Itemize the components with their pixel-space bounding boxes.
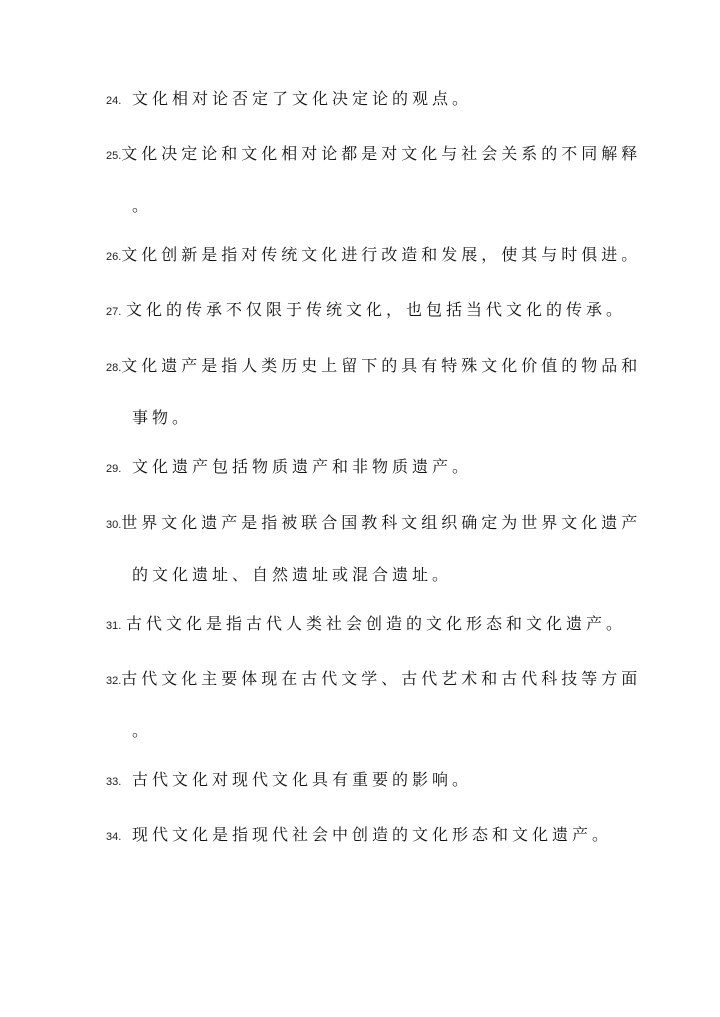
item-number: 29.	[106, 463, 122, 475]
item-text-continuation: 。	[132, 196, 153, 215]
item-text: 现代文化是指现代社会中创造的文化形态和文化遗产。	[132, 825, 613, 844]
list-item	[106, 128, 642, 232]
item-number: 24.	[106, 95, 122, 107]
item-number: 25.	[106, 150, 122, 162]
item-number: 26.	[106, 251, 122, 263]
list-item	[106, 441, 626, 493]
list-item	[106, 598, 626, 650]
item-number: 33.	[106, 776, 122, 788]
item-text: 文化决定论和文化相对论都是对文化与社会关系的不同解释	[121, 144, 642, 163]
item-text: 古代文化主要体现在古代文学、古代艺术和古代科技等方面	[121, 669, 642, 688]
item-text: 文化的传承不仅限于传统文化，也包括当代文化的传承。	[125, 300, 626, 319]
list-item	[106, 340, 642, 444]
list-item	[106, 809, 626, 861]
item-number: 28.	[106, 362, 122, 374]
list-item	[106, 229, 642, 281]
item-text: 古代文化是指古代人类社会创造的文化形态和文化遗产。	[125, 614, 626, 633]
list-item	[106, 653, 642, 757]
item-number: 31.	[106, 620, 122, 632]
list-item	[106, 284, 626, 336]
item-text: 文化创新是指对传统文化进行改造和发展，使其与时俱进。	[121, 245, 642, 264]
item-number: 27.	[106, 306, 122, 318]
item-number: 34.	[106, 831, 122, 843]
list-item	[106, 754, 626, 806]
item-text-continuation: 的文化遗址、自然遗址或混合遗址。	[132, 565, 453, 584]
item-text: 文化遗产包括物质遗产和非物质遗产。	[132, 457, 473, 476]
item-text: 古代文化对现代文化具有重要的影响。	[132, 770, 473, 789]
item-number: 30.	[106, 519, 122, 531]
item-text: 文化遗产是指人类历史上留下的具有特殊文化价值的物品和	[121, 356, 642, 375]
item-text: 世界文化遗产是指被联合国教科文组织确定为世界文化遗产	[121, 513, 642, 532]
list-item	[106, 497, 642, 601]
list-item	[106, 73, 626, 125]
item-text-continuation: 事物。	[132, 408, 193, 427]
item-text-continuation: 。	[132, 721, 153, 740]
item-number: 32.	[106, 675, 122, 687]
item-text: 文化相对论否定了文化决定论的观点。	[132, 89, 473, 108]
